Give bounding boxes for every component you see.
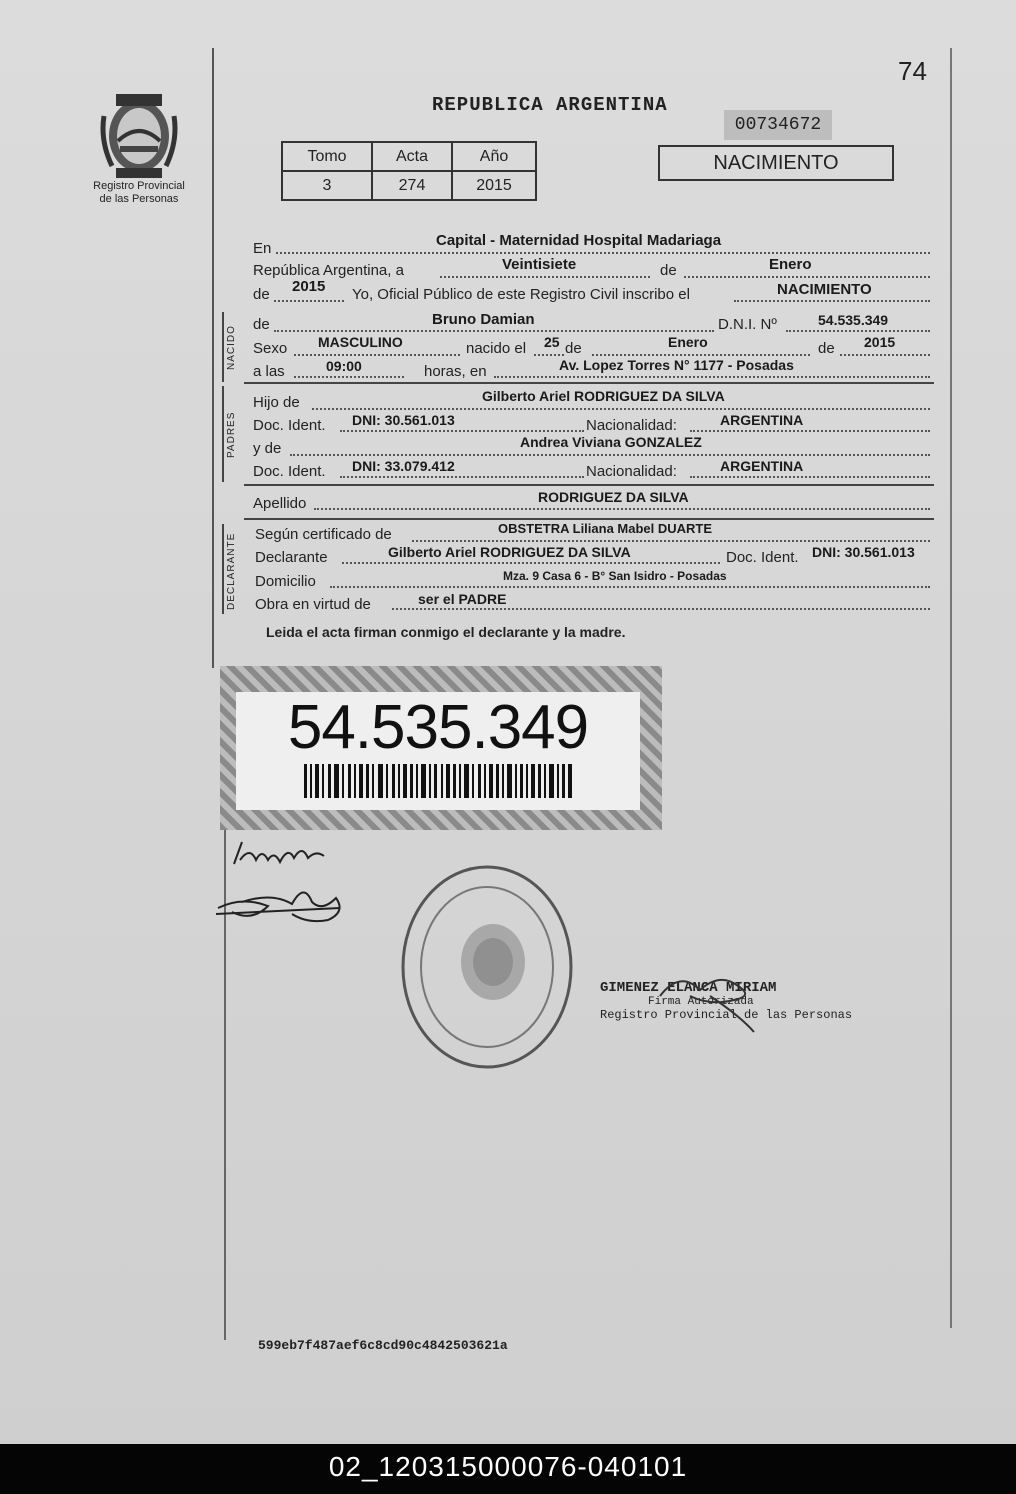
section-divider xyxy=(222,312,224,382)
dotted-line xyxy=(294,354,460,356)
label-y-de: y de xyxy=(253,440,282,457)
label-de-year2: de xyxy=(818,340,835,357)
province-seal-logo xyxy=(96,86,182,182)
dotted-line xyxy=(684,276,930,278)
handwritten-signature-3 xyxy=(650,966,760,1036)
declarant-address: Mza. 9 Casa 6 - B° San Isidro - Posadas xyxy=(503,569,727,583)
child-surname: RODRIGUEZ DA SILVA xyxy=(538,489,689,505)
child-birth-year: 2015 xyxy=(864,334,896,350)
registry-header-row xyxy=(282,142,536,171)
dotted-line xyxy=(274,330,714,332)
closing-statement: Leida el acta firman conmigo el declarante y la madre. xyxy=(266,624,626,640)
signatory-office: Registro Provincial de las Personas xyxy=(600,1008,853,1022)
dotted-line xyxy=(312,408,930,410)
registry-header-anio: Año xyxy=(452,142,536,171)
registry-table xyxy=(281,141,537,201)
mother-doc: DNI: 33.079.412 xyxy=(352,458,455,474)
dotted-line xyxy=(294,376,404,378)
dotted-line xyxy=(342,562,720,564)
child-name: Bruno Damian xyxy=(432,311,535,328)
act-type-box: NACIMIENTO xyxy=(658,145,894,181)
father-nationality: ARGENTINA xyxy=(720,412,804,428)
dotted-line xyxy=(392,608,930,610)
label-nacionalidad-2: Nacionalidad: xyxy=(586,463,677,480)
child-birth-month: Enero xyxy=(668,334,708,350)
left-margin-line xyxy=(212,48,214,668)
label-apellido: Apellido xyxy=(253,495,307,512)
dotted-line xyxy=(412,540,930,542)
handwritten-signature-2 xyxy=(212,872,348,930)
dni-label-number: 54.535.349 xyxy=(287,693,589,762)
father-doc: DNI: 30.561.013 xyxy=(352,412,455,428)
page-number: 74 xyxy=(898,56,927,86)
child-birth-day: 25 xyxy=(544,334,560,350)
mother-name: Andrea Viviana GONZALEZ xyxy=(520,434,702,450)
label-de-month: de xyxy=(565,340,582,357)
label-hijo-de: Hijo de xyxy=(253,394,300,411)
child-birth-time: 09:00 xyxy=(326,358,362,374)
registry-anio: 2015 xyxy=(452,171,536,200)
label-segun: Según certificado de xyxy=(255,526,392,543)
dni-barcode xyxy=(304,764,572,798)
dotted-line xyxy=(340,430,584,432)
document-title: REPUBLICA ARGENTINA xyxy=(432,94,668,116)
section-rule xyxy=(244,518,934,520)
label-declarante: Declarante xyxy=(255,549,328,566)
dotted-line xyxy=(274,300,344,302)
act-day: Veintisiete xyxy=(502,256,577,273)
dni-label xyxy=(236,692,640,810)
registry-tomo: 3 xyxy=(282,171,372,200)
label-obra: Obra en virtud de xyxy=(255,596,371,613)
dotted-line xyxy=(494,376,930,378)
label-republica: República Argentina, a xyxy=(253,262,404,279)
dotted-line xyxy=(340,476,584,478)
registry-acta: 274 xyxy=(372,171,452,200)
handwritten-signature-1 xyxy=(228,836,328,870)
dotted-line xyxy=(290,454,930,456)
logo-caption-line1: Registro Provincial xyxy=(93,180,185,192)
signatory-title: Firma Autorizada xyxy=(648,996,754,1008)
dotted-line xyxy=(276,252,930,254)
label-yo: Yo, Oficial Público de este Registro Civil inscribo el xyxy=(352,286,690,303)
child-dni: 54.535.349 xyxy=(818,312,889,328)
label-doc-ident-3: Doc. Ident. xyxy=(726,549,799,566)
label-en: En xyxy=(253,240,272,257)
label-de-year: de xyxy=(253,286,270,303)
label-domicilio: Domicilio xyxy=(255,573,316,590)
act-year: 2015 xyxy=(292,278,326,295)
label-nacido-el: nacido el xyxy=(466,340,527,357)
right-margin-line xyxy=(950,48,952,1328)
dotted-line xyxy=(314,508,930,510)
dotted-line xyxy=(690,430,930,432)
dotted-line xyxy=(592,354,810,356)
dotted-line xyxy=(840,354,930,356)
dotted-line xyxy=(734,300,930,302)
section-rule xyxy=(244,382,934,384)
section-label-padres: PADRES xyxy=(226,411,237,458)
declarant-capacity: ser el PADRE xyxy=(418,591,507,607)
declarant-name: Gilberto Ariel RODRIGUEZ DA SILVA xyxy=(388,544,631,560)
registry-value-row xyxy=(282,171,536,200)
dotted-line xyxy=(690,476,930,478)
father-name: Gilberto Ariel RODRIGUEZ DA SILVA xyxy=(482,388,725,404)
label-nacionalidad: Nacionalidad: xyxy=(586,417,677,434)
section-rule xyxy=(244,484,934,486)
logo-caption-line2: de las Personas xyxy=(99,193,179,205)
serial-number: 00734672 xyxy=(724,110,832,140)
dotted-line xyxy=(786,330,930,332)
logo-caption xyxy=(76,180,202,206)
label-doc-ident-2: Doc. Ident. xyxy=(253,463,326,480)
section-label-nacido: NACIDO xyxy=(226,325,237,370)
label-a-las: a las xyxy=(253,363,285,380)
label-de-name: de xyxy=(253,316,270,333)
label-de: de xyxy=(660,262,677,279)
label-horas-en: horas, en xyxy=(424,363,487,380)
section-divider xyxy=(222,386,224,482)
child-sex: MASCULINO xyxy=(318,334,403,350)
dotted-line xyxy=(534,354,564,356)
signatory-name: GIMENEZ ELANCA MIRIAM xyxy=(600,980,777,996)
scan-footer-id: 02_120315000076-040101 xyxy=(0,1444,1016,1494)
registry-header-tomo: Tomo xyxy=(282,142,372,171)
child-birth-place: Av. Lopez Torres N° 1177 - Posadas xyxy=(559,357,794,373)
label-sexo: Sexo xyxy=(253,340,288,357)
certificate-by: OBSTETRA Liliana Mabel DUARTE xyxy=(498,521,713,536)
act-inscribes: NACIMIENTO xyxy=(777,281,872,298)
section-label-declarante: DECLARANTE xyxy=(226,532,237,610)
dotted-line xyxy=(330,586,930,588)
official-stamp xyxy=(398,862,576,1072)
registry-header-acta: Acta xyxy=(372,142,452,171)
act-month: Enero xyxy=(769,256,812,273)
label-dni: D.N.I. Nº xyxy=(718,316,777,333)
declarant-doc: DNI: 30.561.013 xyxy=(812,544,915,560)
document-hash: 599eb7f487aef6c8cd90c4842503621a xyxy=(258,1338,508,1353)
label-doc-ident: Doc. Ident. xyxy=(253,417,326,434)
section-divider xyxy=(222,524,224,614)
dotted-line xyxy=(440,276,650,278)
mother-nationality: ARGENTINA xyxy=(720,458,804,474)
act-place: Capital - Maternidad Hospital Madariaga xyxy=(436,232,722,249)
